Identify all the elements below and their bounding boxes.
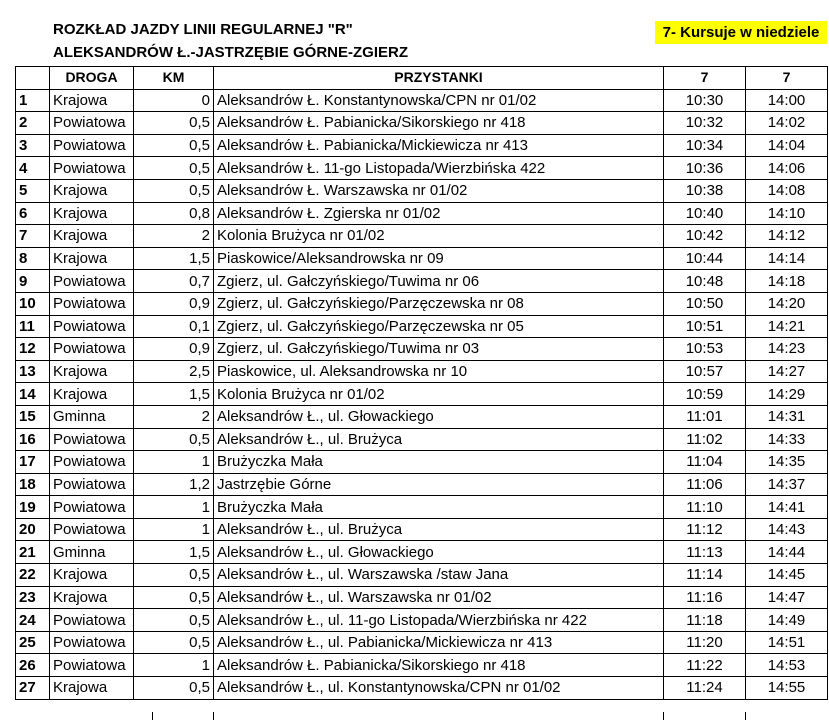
departure-2: 14:55	[746, 677, 828, 700]
departure-2: 14:33	[746, 428, 828, 451]
km-value: 0,5	[134, 631, 214, 654]
departure-2: 14:14	[746, 247, 828, 270]
table-row	[16, 292, 828, 315]
road-type: Powiatowa	[50, 631, 134, 654]
stop-number: 17	[16, 451, 50, 474]
col-header-stops: PRZYSTANKI	[214, 67, 664, 90]
departure-1: 10:48	[664, 270, 746, 293]
departure-1: 10:44	[664, 247, 746, 270]
departure-1: 11:04	[664, 451, 746, 474]
departure-1: 10:51	[664, 315, 746, 338]
table-row	[16, 677, 828, 700]
table-row	[16, 315, 828, 338]
departure-2: 14:49	[746, 609, 828, 632]
km-value: 0,5	[134, 564, 214, 587]
header-row	[16, 67, 828, 90]
stop-name: Zgierz, ul. Gałczyńskiego/Tuwima nr 03	[214, 338, 664, 361]
departure-2: 14:43	[746, 518, 828, 541]
schedule-title: ROZKŁAD JAZDY LINII REGULARNEJ "R"	[53, 21, 353, 38]
departure-2: 14:44	[746, 541, 828, 564]
stop-name: Aleksandrów Ł., ul. Brużyca	[214, 518, 664, 541]
road-type: Powiatowa	[50, 292, 134, 315]
road-type: Powiatowa	[50, 157, 134, 180]
departure-2: 14:53	[746, 654, 828, 677]
stop-name: Aleksandrów Ł., ul. Warszawska nr 01/02	[214, 586, 664, 609]
departure-1: 10:50	[664, 292, 746, 315]
departure-1: 11:20	[664, 631, 746, 654]
table-row	[16, 179, 828, 202]
table-row	[16, 586, 828, 609]
departure-1: 10:32	[664, 112, 746, 135]
stop-name: Zgierz, ul. Gałczyńskiego/Parzęczewska nr 08	[214, 292, 664, 315]
stop-number: 4	[16, 157, 50, 180]
road-type: Krajowa	[50, 677, 134, 700]
km-value: 0,9	[134, 292, 214, 315]
col-header-number	[16, 67, 50, 90]
stop-name: Zgierz, ul. Gałczyńskiego/Tuwima nr 06	[214, 270, 664, 293]
departure-2: 14:12	[746, 225, 828, 248]
stop-number: 15	[16, 405, 50, 428]
stop-number: 2	[16, 112, 50, 135]
stop-number: 13	[16, 360, 50, 383]
road-type: Krajowa	[50, 586, 134, 609]
stop-name: Aleksandrów Ł. Pabianicka/Mickiewicza nr 413	[214, 134, 664, 157]
stop-number: 24	[16, 609, 50, 632]
departure-2: 14:02	[746, 112, 828, 135]
stop-number: 18	[16, 473, 50, 496]
stop-number: 5	[16, 179, 50, 202]
table-row	[16, 202, 828, 225]
table-row	[16, 609, 828, 632]
km-value: 0	[134, 89, 214, 112]
table-continuation-line	[152, 712, 153, 720]
departure-2: 14:45	[746, 564, 828, 587]
stop-number: 1	[16, 89, 50, 112]
km-value: 1,5	[134, 541, 214, 564]
stop-number: 25	[16, 631, 50, 654]
km-value: 1,5	[134, 383, 214, 406]
stop-number: 12	[16, 338, 50, 361]
km-value: 0,5	[134, 586, 214, 609]
timetable	[15, 66, 828, 700]
departure-2: 14:04	[746, 134, 828, 157]
table-row	[16, 157, 828, 180]
departure-1: 10:42	[664, 225, 746, 248]
departure-2: 14:10	[746, 202, 828, 225]
road-type: Krajowa	[50, 383, 134, 406]
table-row	[16, 518, 828, 541]
departure-1: 11:18	[664, 609, 746, 632]
stop-number: 8	[16, 247, 50, 270]
departure-2: 14:21	[746, 315, 828, 338]
road-type: Powiatowa	[50, 473, 134, 496]
stop-number: 23	[16, 586, 50, 609]
stop-name: Aleksandrów Ł. Pabianicka/Sikorskiego nr 418	[214, 112, 664, 135]
stop-number: 27	[16, 677, 50, 700]
departure-1: 10:34	[664, 134, 746, 157]
km-value: 1	[134, 496, 214, 519]
table-row	[16, 451, 828, 474]
departure-1: 11:01	[664, 405, 746, 428]
table-row	[16, 631, 828, 654]
departure-1: 10:57	[664, 360, 746, 383]
departure-1: 11:16	[664, 586, 746, 609]
stop-name: Aleksandrów Ł. Zgierska nr 01/02	[214, 202, 664, 225]
stop-number: 19	[16, 496, 50, 519]
departure-2: 14:08	[746, 179, 828, 202]
table-row	[16, 112, 828, 135]
departure-1: 10:30	[664, 89, 746, 112]
table-row	[16, 496, 828, 519]
road-type: Krajowa	[50, 225, 134, 248]
departure-1: 11:13	[664, 541, 746, 564]
road-type: Gminna	[50, 405, 134, 428]
km-value: 1	[134, 654, 214, 677]
stop-name: Aleksandrów Ł., ul. Głowackiego	[214, 405, 664, 428]
km-value: 1,5	[134, 247, 214, 270]
table-row	[16, 338, 828, 361]
stop-number: 14	[16, 383, 50, 406]
col-header-course-2: 7	[746, 67, 828, 90]
route-name: ALEKSANDRÓW Ł.-JASTRZĘBIE GÓRNE-ZGIERZ	[53, 44, 408, 61]
table-row	[16, 654, 828, 677]
departure-1: 11:14	[664, 564, 746, 587]
departure-1: 11:06	[664, 473, 746, 496]
table-row	[16, 405, 828, 428]
stop-number: 9	[16, 270, 50, 293]
km-value: 0,7	[134, 270, 214, 293]
km-value: 0,9	[134, 338, 214, 361]
col-header-road: DROGA	[50, 67, 134, 90]
stop-name: Brużyczka Mała	[214, 451, 664, 474]
stop-number: 6	[16, 202, 50, 225]
stop-name: Aleksandrów Ł., ul. Pabianicka/Mickiewicza nr 413	[214, 631, 664, 654]
departure-2: 14:00	[746, 89, 828, 112]
stop-name: Aleksandrów Ł., ul. 11-go Listopada/Wierzbińska nr 422	[214, 609, 664, 632]
stop-name: Aleksandrów Ł., ul. Warszawska /staw Jana	[214, 564, 664, 587]
departure-2: 14:23	[746, 338, 828, 361]
road-type: Powiatowa	[50, 609, 134, 632]
stop-number: 22	[16, 564, 50, 587]
km-value: 0,8	[134, 202, 214, 225]
road-type: Powiatowa	[50, 134, 134, 157]
stop-number: 16	[16, 428, 50, 451]
table-row	[16, 564, 828, 587]
km-value: 0,5	[134, 134, 214, 157]
table-row	[16, 428, 828, 451]
col-header-km: KM	[134, 67, 214, 90]
departure-1: 10:38	[664, 179, 746, 202]
stop-name: Brużyczka Mała	[214, 496, 664, 519]
road-type: Gminna	[50, 541, 134, 564]
departure-2: 14:47	[746, 586, 828, 609]
departure-1: 10:59	[664, 383, 746, 406]
departure-1: 10:53	[664, 338, 746, 361]
road-type: Krajowa	[50, 564, 134, 587]
stop-number: 3	[16, 134, 50, 157]
departure-2: 14:20	[746, 292, 828, 315]
departure-1: 11:12	[664, 518, 746, 541]
departure-1: 10:36	[664, 157, 746, 180]
km-value: 0,5	[134, 428, 214, 451]
stop-name: Piaskowice, ul. Aleksandrowska nr 10	[214, 360, 664, 383]
road-type: Powiatowa	[50, 518, 134, 541]
km-value: 0,5	[134, 112, 214, 135]
col-header-course-1: 7	[664, 67, 746, 90]
stop-name: Aleksandrów Ł., ul. Głowackiego	[214, 541, 664, 564]
departure-2: 14:06	[746, 157, 828, 180]
table-row	[16, 383, 828, 406]
departure-2: 14:37	[746, 473, 828, 496]
stop-name: Aleksandrów Ł. Pabianicka/Sikorskiego nr 418	[214, 654, 664, 677]
km-value: 0,5	[134, 677, 214, 700]
sunday-note: 7- Kursuje w niedziele	[655, 21, 827, 44]
table-row	[16, 360, 828, 383]
km-value: 0,1	[134, 315, 214, 338]
stop-name: Aleksandrów Ł. Warszawska nr 01/02	[214, 179, 664, 202]
stop-number: 20	[16, 518, 50, 541]
road-type: Powiatowa	[50, 496, 134, 519]
stop-name: Piaskowice/Aleksandrowska nr 09	[214, 247, 664, 270]
stop-number: 10	[16, 292, 50, 315]
departure-1: 11:02	[664, 428, 746, 451]
table-continuation-line	[213, 712, 214, 720]
stop-number: 11	[16, 315, 50, 338]
stop-name: Aleksandrów Ł., ul. Brużyca	[214, 428, 664, 451]
departure-2: 14:27	[746, 360, 828, 383]
road-type: Powiatowa	[50, 338, 134, 361]
road-type: Krajowa	[50, 360, 134, 383]
departure-2: 14:35	[746, 451, 828, 474]
stop-number: 26	[16, 654, 50, 677]
stop-name: Aleksandrów Ł. Konstantynowska/CPN nr 01/02	[214, 89, 664, 112]
road-type: Powiatowa	[50, 654, 134, 677]
stop-name: Aleksandrów Ł., ul. Konstantynowska/CPN nr 01/02	[214, 677, 664, 700]
road-type: Powiatowa	[50, 428, 134, 451]
road-type: Krajowa	[50, 179, 134, 202]
table-row	[16, 473, 828, 496]
departure-2: 14:51	[746, 631, 828, 654]
table-row	[16, 541, 828, 564]
departure-2: 14:31	[746, 405, 828, 428]
km-value: 1,2	[134, 473, 214, 496]
table-row	[16, 270, 828, 293]
stop-name: Aleksandrów Ł. 11-go Listopada/Wierzbińska 422	[214, 157, 664, 180]
stop-number: 21	[16, 541, 50, 564]
km-value: 0,5	[134, 609, 214, 632]
road-type: Krajowa	[50, 89, 134, 112]
table-continuation-line	[663, 712, 664, 720]
departure-2: 14:41	[746, 496, 828, 519]
km-value: 2	[134, 225, 214, 248]
table-row	[16, 247, 828, 270]
km-value: 2,5	[134, 360, 214, 383]
km-value: 1	[134, 518, 214, 541]
stop-name: Kolonia Brużyca nr 01/02	[214, 383, 664, 406]
departure-2: 14:18	[746, 270, 828, 293]
km-value: 1	[134, 451, 214, 474]
stop-name: Jastrzębie Górne	[214, 473, 664, 496]
stop-number: 7	[16, 225, 50, 248]
departure-1: 11:10	[664, 496, 746, 519]
table-row	[16, 89, 828, 112]
table-row	[16, 225, 828, 248]
road-type: Powiatowa	[50, 315, 134, 338]
departure-1: 11:22	[664, 654, 746, 677]
stop-name: Zgierz, ul. Gałczyńskiego/Parzęczewska nr 05	[214, 315, 664, 338]
stop-name: Kolonia Brużyca nr 01/02	[214, 225, 664, 248]
table-row	[16, 134, 828, 157]
departure-1: 11:24	[664, 677, 746, 700]
km-value: 2	[134, 405, 214, 428]
km-value: 0,5	[134, 157, 214, 180]
table-continuation-line	[745, 712, 746, 720]
road-type: Powiatowa	[50, 270, 134, 293]
departure-2: 14:29	[746, 383, 828, 406]
road-type: Krajowa	[50, 202, 134, 225]
road-type: Krajowa	[50, 247, 134, 270]
road-type: Powiatowa	[50, 451, 134, 474]
km-value: 0,5	[134, 179, 214, 202]
road-type: Powiatowa	[50, 112, 134, 135]
departure-1: 10:40	[664, 202, 746, 225]
